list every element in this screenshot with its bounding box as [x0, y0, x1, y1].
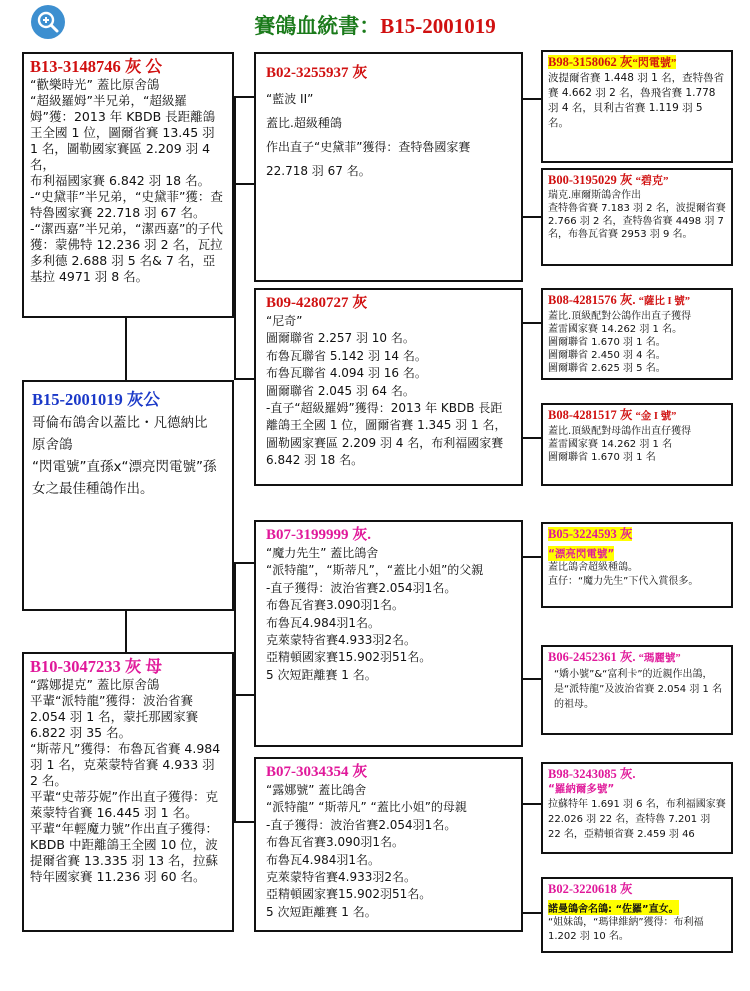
ds-card — [254, 520, 523, 747]
connector-line — [234, 183, 254, 185]
dsd-name: “瑪麗號” — [638, 653, 681, 664]
dds-sex: 灰. — [619, 767, 636, 781]
ds-id: B07-3199999 — [266, 527, 349, 543]
sire-card — [22, 52, 234, 318]
dds-name: “羅納爾多號” — [548, 783, 615, 795]
title-id: B15-2001019 — [380, 14, 496, 38]
sd-card — [254, 288, 523, 486]
connector-line — [234, 821, 254, 823]
connector-line — [234, 562, 236, 822]
ddd-id: B02-3220618 — [548, 882, 617, 896]
dsd-sex: 灰. — [619, 650, 636, 664]
sd-id: B09-4280727 — [266, 295, 349, 311]
sd-sex: 灰 — [352, 295, 368, 311]
dd-text: “露娜號” 蓋比鴿舍 “派特龍” “斯蒂凡” “蓋比小姐”的母親 -直子獲得：波治省賽2.054羽1名。 布魯瓦省賽3.090羽1名。 布魯瓦4.984羽1名。 克萊蒙特省賽4.933羽2名。 亞精頓國家賽15.902羽51名。 5 次短距離賽 1 名。 — [266, 783, 467, 919]
sd-text: “尼奇” 圖爾聯省 2.257 羽 10 名。 布魯瓦聯省 5.142 羽 14 名。 布魯瓦聯省 4.094 羽 16 名。 圖爾聯省 2.045 羽 64 名。 -直子“超級羅姆”獲得：2013 年 KBDB 長距離鴿王全國 1 位，圖爾省賽 1.345 羽 1 名，圖勒國家賽區 2.209 羽 4 名，布利福國家賽 6.842 羽 18 名。 — [266, 314, 507, 468]
dss-name: “漂亮閃電號” — [548, 548, 615, 560]
sss-name: “閃電號” — [632, 57, 677, 69]
sire-id: B13-3148746 — [30, 57, 121, 76]
connector-line — [523, 912, 541, 914]
connector-line — [523, 98, 541, 100]
dss-id: B05-3224593 — [548, 527, 617, 541]
sss-card — [541, 50, 733, 163]
dam-id: B10-3047233 — [30, 657, 121, 676]
dds-text: 拉蘇特年 1.691 羽 6 名，布利福國家賽 22.026 羽 22 名，查特魯 7.201 羽 22 名，亞精頓省賽 2.459 羽 46 — [548, 799, 729, 840]
sss-text: 波提爾省賽 1.448 羽 1 名，查特魯省賽 4.662 羽 2 名，魯飛省賽 1.778 羽 4 名，貝利古省賽 1.119 羽 5 名。 — [548, 72, 725, 129]
connector-line — [234, 378, 254, 380]
ssd-name: “碧克” — [635, 175, 669, 187]
subject-text: 哥倫布鴿舍以蓋比・凡德納比 原舍鴿 “閃電號”直孫x“漂亮閃電號”孫女之最佳種鴿作出。 — [32, 415, 217, 497]
sds-id: B08-4281576 — [548, 293, 617, 307]
subject-id: B15-2001019 — [32, 390, 123, 409]
dsd-card — [541, 645, 733, 735]
sds-sex: 灰. — [619, 293, 636, 307]
sdd-sex: 灰 — [619, 408, 633, 422]
ddd-name: 諾曼鴿舍名鴿: “佐羅”直女。 — [548, 900, 679, 915]
dss-sex: 灰 — [619, 527, 633, 541]
connector-line — [234, 184, 236, 379]
ds-sex: 灰. — [352, 527, 372, 543]
connector-line — [523, 556, 541, 558]
ss-sex: 灰 — [352, 65, 368, 81]
page-title — [0, 10, 750, 40]
sdd-id: B08-4281517 — [548, 408, 617, 422]
dds-id: B98-3243085 — [548, 767, 617, 781]
ss-id: B02-3255937 — [266, 65, 349, 81]
connector-line — [234, 96, 254, 98]
sds-text: 蓋比.頂級配對公鴿作出直子獲得 蓋雷國家賽 14.262 羽 1 名。 圖爾聯省 1.670 羽 1 名。 圖爾聯省 2.450 羽 4 名。 圖爾聯省 2.625 羽 5 名。 — [548, 311, 692, 374]
ddd-text: “姐妹鴿，“瑪律維納”獲得：布利福 1.202 羽 10 名。 — [548, 917, 707, 942]
ss-card — [254, 52, 523, 282]
dd-sex: 灰 — [352, 764, 368, 780]
connector-line — [523, 437, 541, 439]
dd-id: B07-3034354 — [266, 764, 349, 780]
connector-line — [523, 322, 541, 324]
dam-text: “露娜提克” 蓋比原舍鴿 平輩“派特龍”獲得：波治省賽 2.054 羽 1 名，蒙托那國家賽 6.822 羽 35 名。 “斯蒂凡”獲得：布魯瓦省賽 4.984 羽 1 名，克萊蒙特省賽 4.933 羽 2 名。 平輩“史蒂芬妮”作出直子獲得：克萊蒙特省賽 16.445 羽 1 名。 平輩“年輕魔力號”作出直子獲得：KBDB 中距離鴿王全國 10 位，波提爾省賽 13.335 羽 13 名，拉蘇特年國家賽 11.236 羽 60 名。 — [30, 677, 221, 884]
dam-card — [22, 652, 234, 932]
connector-line — [125, 318, 127, 380]
connector-line — [523, 216, 541, 218]
connector-line — [234, 694, 254, 696]
ddd-sex: 灰 — [619, 882, 633, 896]
dss-text: 蓋比鴿舍超級種鴿。 直仔：“魔力先生”下代入賞很多。 — [548, 562, 699, 587]
ssd-text: 瑞克.庫爾斯鴿舍作出 查特魯省賽 7.183 羽 2 名，波提爾省賽 2.766 羽 2 名，查特魯省賽 4498 羽 7 名，布魯瓦省賽 2953 羽 9 名。 — [548, 190, 726, 240]
ssd-sex: 灰 — [619, 173, 633, 187]
dds-card — [541, 762, 733, 854]
dd-card — [254, 757, 523, 932]
title-prefix: 賽鴿血統書： — [254, 13, 381, 38]
ds-text: “魔力先生” 蓋比鴿舍 “派特龍”，“斯蒂凡”，“蓋比小姐”的父親 -直子獲得：波治省賽2.054羽1名。 布魯瓦省賽3.090羽1名。 布魯瓦4.984羽1名。 克萊蒙特省賽4.933羽2名。 亞精頓國家賽15.902羽51名。 5 次短距離賽 1 名。 — [266, 546, 484, 682]
sdd-text: 蓋比.頂級配對母鴿作出直仔獲得 蓋雷國家賽 14.262 羽 1 名 圖爾聯省 1.670 羽 1 名 — [548, 426, 692, 463]
sss-sex: 灰 — [619, 55, 633, 69]
sdd-name: “金 I 號” — [635, 411, 677, 422]
subject-sex: 灰公 — [126, 390, 160, 409]
sds-card — [541, 288, 733, 380]
ssd-card — [541, 168, 733, 266]
dss-card — [541, 522, 733, 608]
connector-line — [234, 96, 236, 184]
sire-sex: 灰 公 — [124, 57, 162, 76]
sire-text: “歡樂時光” 蓋比原舍鴿 “超級羅姆”半兄弟，“超級羅姆”獲：2013 年 KBDB 長距離鴿王全國 1 位，圖爾省賽 13.45 羽 1 名，圖勒國家賽區 2.209 羽 4 名， 布利福國家賽 6.842 羽 18 名。 -“史黛菲”半兄弟，“史黛菲”獲：查特魯國家賽 22.718 羽 67 名。 -“潔西嘉”半兄弟，“潔西嘉”的子代獲：蒙佛特 12.236 羽 2 名，瓦拉多利德 2.688 羽 5 名& 7 名，亞基拉 4971 羽 8 名。 — [30, 77, 223, 284]
ssd-id: B00-3195029 — [548, 173, 617, 187]
ddd-card — [541, 877, 733, 953]
connector-line — [125, 611, 127, 652]
connector-line — [234, 562, 254, 564]
subject-card — [22, 380, 234, 611]
dam-sex: 灰 母 — [124, 657, 162, 676]
ss-text: “藍波 II” 蓋比.超級種鴿 作出直子“史黛菲”獲得：查特魯國家賽 22.718 羽 67 名。 — [266, 92, 471, 178]
sdd-card — [541, 403, 733, 486]
sds-name: “薩比 I 號” — [638, 296, 690, 307]
connector-line — [523, 803, 541, 805]
dsd-text: “嬌小號”&“富利卡”的近親作出鴿，是“派特龍”及波治省賽 2.054 羽 1 名的祖母。 — [554, 669, 723, 710]
connector-line — [523, 678, 541, 680]
sss-id: B98-3158062 — [548, 55, 617, 69]
dsd-id: B06-2452361 — [548, 650, 617, 664]
